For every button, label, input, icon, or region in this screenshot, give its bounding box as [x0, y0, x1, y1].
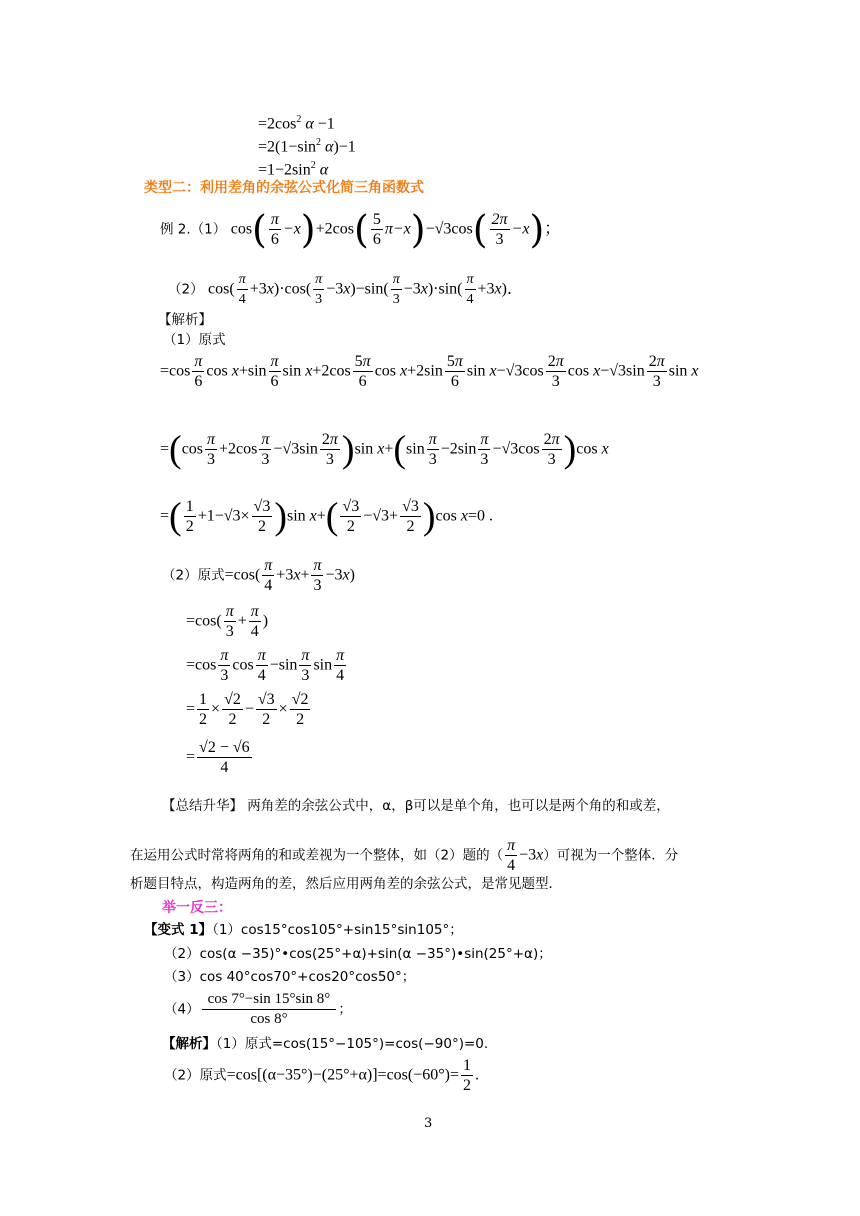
practice-title: 举一反三：	[162, 900, 232, 916]
solution-1-line-b: =(cos $\frac{\pi}{3}$ +2cos $\frac{\pi}{3}$ −√3sin $\frac{2\pi}{3}$ )sin x+(sin $\frac{\pi}{3}$ −2sin $\frac{\pi}{3}$ −√3cos $\frac{2\pi}{3}$ )cos x	[160, 428, 609, 471]
step-3: $=1-2\sin^2$ α	[258, 160, 329, 179]
variant-item-1: 【变式 1】（1）cos15°cos105°+sin15°sin105°；	[144, 922, 463, 938]
example-label: 例 2.（1）	[160, 221, 227, 238]
answer-label: 【解析】	[162, 1036, 216, 1052]
example-2-part-2: （2） cos( $\frac{\pi}{4}$ +3x)·cos( $\frac{\pi}{3}$ −3x)−sin( $\frac{\pi}{3}$ −3x)·sin( $\frac{\pi}{4}$ +3x)．	[168, 272, 523, 307]
variant-item-3: （3）cos 40°cos70°+cos20°cos50°；	[164, 969, 416, 985]
example-2-part-1: 例 2.（1） cos( $\frac{\pi}{6}$ −x)+2cos( $\frac{5}{6}$ π−x)−√3cos( $\frac{2\pi}{3}$ −x)；	[160, 207, 561, 252]
answer-line-1: 【解析】（1）原式=cos(15°−105°)=cos(−90°)=0.	[162, 1036, 489, 1052]
answer-line-2: （2）原式=cos[(α−35°)−(25°+α)]=cos(−60°)= $\frac{1}{2}$ .	[164, 1057, 479, 1094]
variant-label: 【变式 1】	[144, 922, 213, 938]
solution-2-line-c: =cos $\frac{\pi}{3}$ cos $\frac{\pi}{4}$ −sin $\frac{\pi}{3}$ sin $\frac{\pi}{4}$	[186, 647, 345, 684]
summary-line-2: 在运用公式时常将两角的和或差视为一个整体，如（2）题的（ $\frac{\pi}{4}$ −3x）可视为一个整体．分	[130, 837, 679, 874]
page-number: 3	[424, 1116, 433, 1131]
section-title: 类型二：利用差角的余弦公式化简三角函数式	[144, 180, 424, 196]
summary-label: 【总结升华】	[162, 798, 243, 814]
variant-item-4: （4） $\frac{\cos 7^\circ-\sin 15^\circ\sin 8^\circ}{\cos 8^\circ}$ ；	[164, 991, 352, 1027]
solution-1-line-c: =( $\frac{1}{2}$ +1−√3× $\frac{√3}{2}$ )sin x+( $\frac{√3}{2}$ −√3+ $\frac{√3}{2}$ )cos x=0 .	[160, 495, 493, 538]
variant-item-2: （2）cos(α −35)°•cos(25°+α)+sin(α −35°)•sin(25°+α)；	[164, 946, 552, 962]
summary-line-1: 【总结升华】 两角差的余弦公式中，α，β可以是单个角，也可以是两个角的和或差，	[162, 798, 670, 814]
solution-2-line-b: =cos( $\frac{\pi}{3}$ + $\frac{\pi}{4}$ )	[186, 603, 269, 640]
step-2: $=2(1-\sin^2$ α)−1	[258, 137, 356, 156]
solution-2-line-a: （2）原式=cos( $\frac{\pi}{4}$ +3x+ $\frac{\pi}{3}$ −3x)	[162, 557, 355, 594]
solution-2-line-e: = $\frac{√2 - √6}{4}$	[186, 739, 250, 776]
analysis-label: 【解析】	[158, 312, 212, 328]
part-1-label: （1）原式	[163, 332, 226, 348]
solution-2-line-d: = $\frac{1}{2}$ × $\frac{√2}{2}$ − $\frac{√3}{2}$ × $\frac{√2}{2}$	[186, 691, 309, 728]
step-1: $=2\cos^2$ α −1	[258, 114, 335, 133]
solution-1-line-a: =cos $\frac{\pi}{6}$ cos x+sin $\frac{\pi}{6}$ sin x+2cos $\frac{5\pi}{6}$ cos x+2sin $\frac{5\pi}{6}$ sin x−√3cos $\frac{2\pi}{3}$ cos x−√3sin $\frac{2\pi}{3}$ sin x	[160, 353, 699, 390]
summary-line-3: 析题目特点，构造两角的差，然后应用两角差的余弦公式，是常见题型．	[130, 876, 562, 892]
